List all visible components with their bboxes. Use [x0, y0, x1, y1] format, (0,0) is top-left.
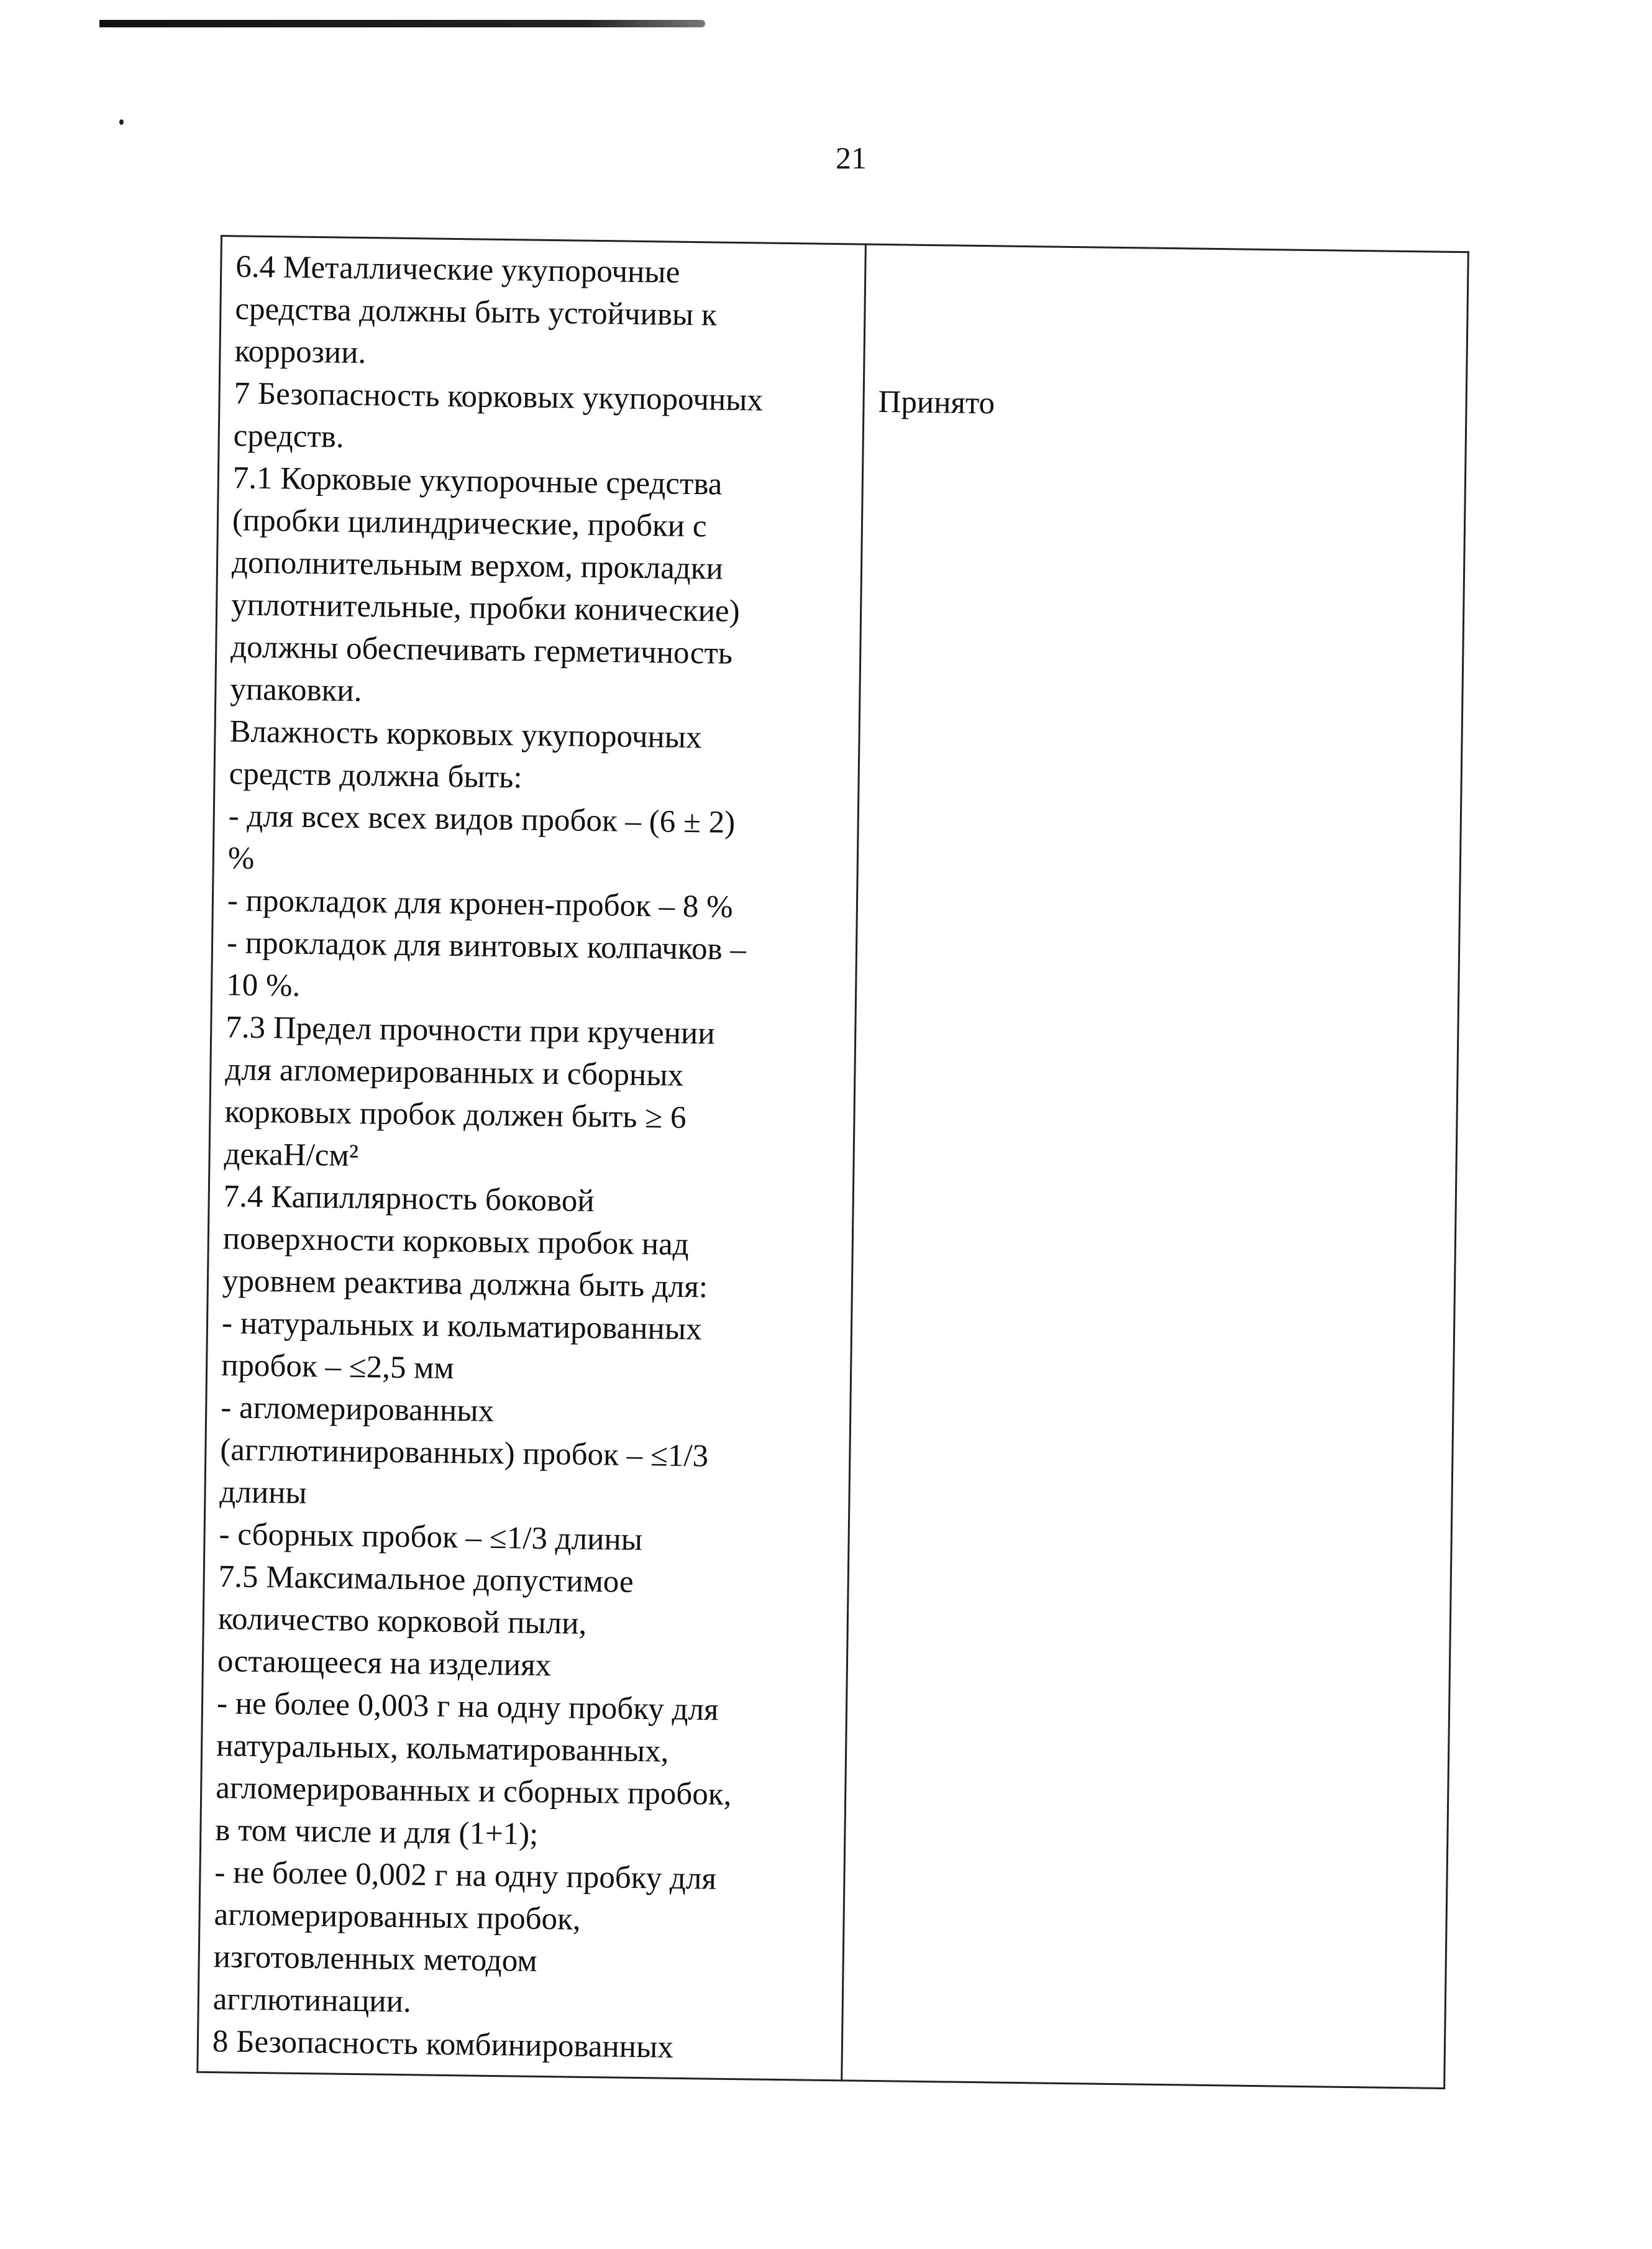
requirement-line: коррозии. [234, 334, 367, 371]
requirement-line: средства должны быть устойчивы к [235, 291, 718, 333]
requirement-line: (пробки цилиндрические, пробки с [232, 503, 707, 544]
requirement-line: 7.5 Максимальное допустимое [218, 1559, 634, 1600]
page-number: 21 [836, 140, 867, 175]
scan-speck [119, 119, 124, 125]
requirement-line: (агглютинированных) пробок – ≤1/3 [220, 1432, 709, 1474]
requirement-line: 7.1 Корковые укупорочные средства [232, 460, 723, 502]
requirement-line: 7 Безопасность корковых укупорочных [234, 376, 764, 418]
requirement-line: дополнительным верхом, прокладки [231, 545, 724, 587]
requirement-line: - прокладок для винтовых колпачков – [226, 925, 747, 968]
requirement-line: - не более 0,003 г на одну пробку для [216, 1686, 719, 1728]
requirement-line: натуральных, кольматированных, [216, 1728, 669, 1769]
requirement-line: 7.4 Капиллярность боковой [223, 1179, 595, 1219]
requirement-line: средств. [233, 418, 344, 455]
table-row [198, 236, 1469, 2089]
requirement-line: Влажность корковых укупорочных [229, 714, 702, 756]
requirement-line: % [227, 841, 255, 876]
status-cell [842, 244, 1469, 2088]
requirement-line: поверхности корковых пробок над [222, 1221, 690, 1263]
requirement-line: декаН/см² [224, 1137, 359, 1174]
requirement-line: пробок – ≤2,5 мм [221, 1348, 455, 1386]
requirement-line: корковых пробок должен быть ≥ 6 [224, 1094, 687, 1135]
requirement-line: должны обеспечивать герметичность [230, 630, 733, 671]
requirement-line: - прокладок для кронен-пробок – 8 % [227, 883, 733, 925]
requirement-line: агломерированных пробок, [214, 1897, 581, 1937]
status-text: Принято [878, 384, 995, 421]
requirement-line: 8 Безопасность комбинированных [212, 2024, 674, 2065]
requirement-line: упаковки. [230, 672, 362, 709]
requirement-line: - для всех всех видов пробок – (6 ± 2) [228, 799, 736, 840]
requirement-line: средств должна быть: [229, 756, 523, 795]
requirements-table [197, 235, 1469, 2065]
requirement-line: количество корковой пыли, [217, 1601, 587, 1641]
requirement-line: - сборных пробок – ≤1/3 длины [219, 1517, 643, 1558]
requirement-line: агломерированных и сборных пробок, [215, 1770, 732, 1812]
requirement-line: остающееся на изделиях [217, 1644, 552, 1683]
requirement-line: уровнем реактива должна быть для: [222, 1263, 708, 1305]
requirement-line: длины [219, 1475, 308, 1511]
requirement-line: изготовленных методом [213, 1940, 537, 1979]
requirement-line: для агломерированных и сборных [225, 1052, 684, 1093]
requirement-text-cell [198, 236, 866, 2081]
requirement-line: - натуральных и кольматированных [221, 1306, 702, 1347]
requirement-line: 10 %. [226, 968, 301, 1004]
requirement-line: 6.4 Металлические укупорочные [235, 249, 680, 290]
scan-top-edge-bar [99, 20, 705, 27]
requirement-line: - не более 0,002 г на одну пробку для [214, 1855, 717, 1897]
requirement-line: агглютинации. [212, 1982, 412, 2020]
requirement-line: в том числе и для (1+1); [215, 1813, 539, 1852]
requirement-line: - агломерированных [220, 1390, 495, 1429]
requirement-line: уплотнительные, пробки конические) [230, 587, 741, 629]
requirement-line: 7.3 Предел прочности при кручении [225, 1010, 715, 1051]
